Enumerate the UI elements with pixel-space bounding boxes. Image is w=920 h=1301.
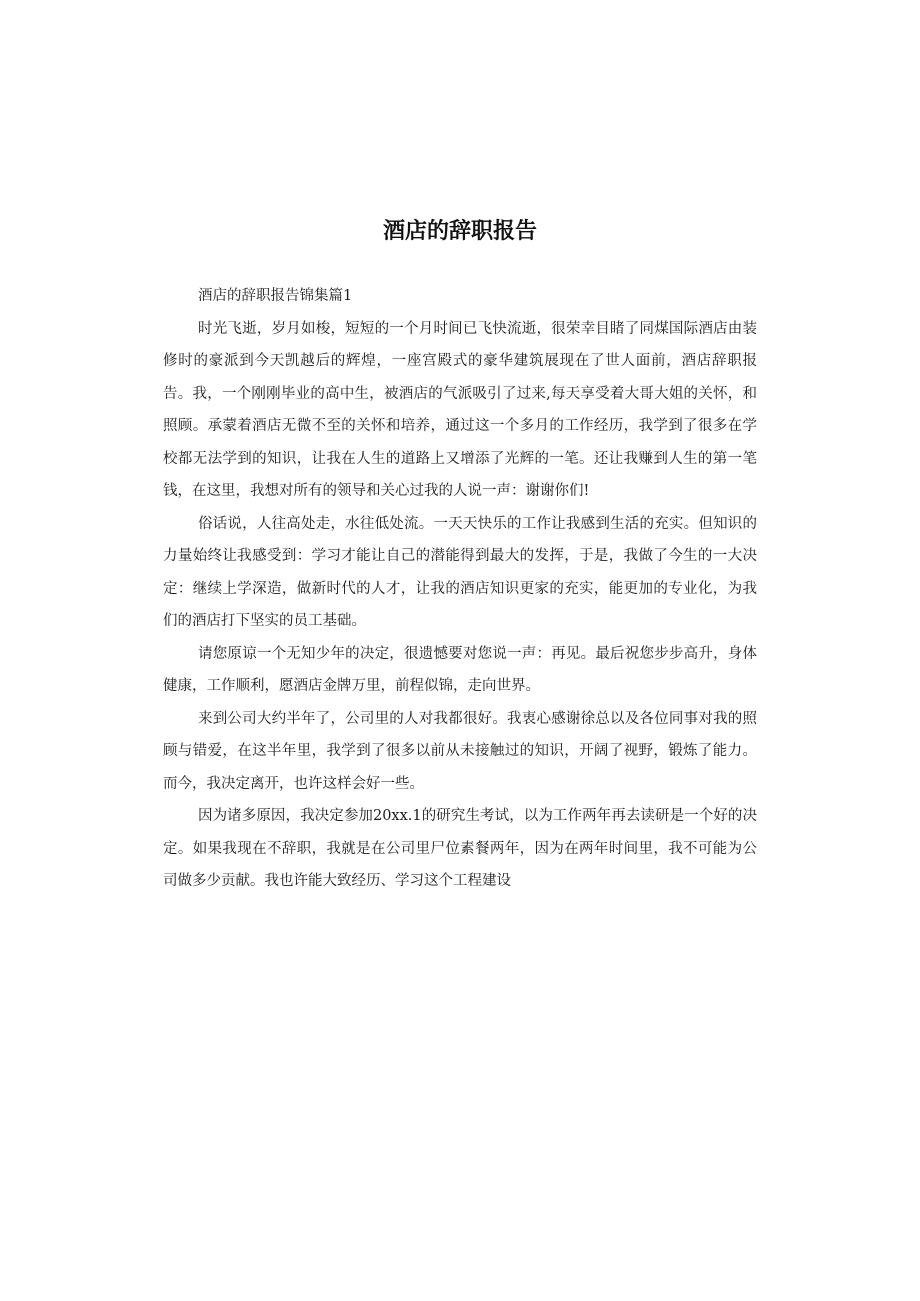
paragraph-2: 俗话说，人往高处走，水往低处流。一天天快乐的工作让我感到生活的充实。但知识的力量始终让我感受到：学习才能让自己的潜能得到最大的发挥，于是，我做了今生的一大决定：继续上学深造，做新时代的人才，让我的酒店知识更家的充实，能更加的专业化，为我们的酒店打下坚实的员工基础。 — [163, 515, 757, 629]
document-title: 酒店的辞职报告 — [382, 219, 537, 244]
paragraph-5: 因为诸多原因，我决定参加20xx.1的研究生考试，以为工作两年再去读研是一个好的决定。如果我现在不辞职，我就是在公司里尸位素餐两年，因为在两年时间里，我不可能为公司做多少贡献。我也许能大致经历、学习这个工程建设 — [163, 808, 757, 889]
document-body — [163, 280, 757, 898]
section-heading: 酒店的辞职报告锦集篇1 — [198, 288, 353, 304]
paragraph-4: 来到公司大约半年了，公司里的人对我都很好。我衷心感谢徐总以及各位同事对我的照顾与错爱，在这半年里，我学到了很多以前从未接触过的知识，开阔了视野，锻炼了能力。而今，我决定离开，也许这样会好一些。 — [163, 710, 757, 792]
paragraph-3: 请您原谅一个无知少年的决定，很遗憾要对您说一声：再见。最后祝您步步高升，身体健康，工作顺利，愿酒店金牌万里，前程似锦，走向世界。 — [163, 645, 757, 694]
paragraph-1: 时光飞逝，岁月如梭，短短的一个月时间已飞快流逝，很荣幸目睹了同煤国际酒店由装修时的豪派到今天凯越后的辉煌，一座宫殿式的豪华建筑展现在了世人面前，酒店辞职报告。我，一个刚刚毕业的高中生，被酒店的气派吸引了过来,每天享受着大哥大姐的关怀，和照顾。承蒙着酒店无微不至的关怀和培养，通过这一个多月的工作经历，我学到了很多在学校都无法学到的知识，让我在人生的道路上又增添了光辉的一笔。还让我赚到人生的第一笔钱，在这里，我想对所有的领导和关心过我的人说一声：谢谢你们! — [163, 320, 757, 499]
